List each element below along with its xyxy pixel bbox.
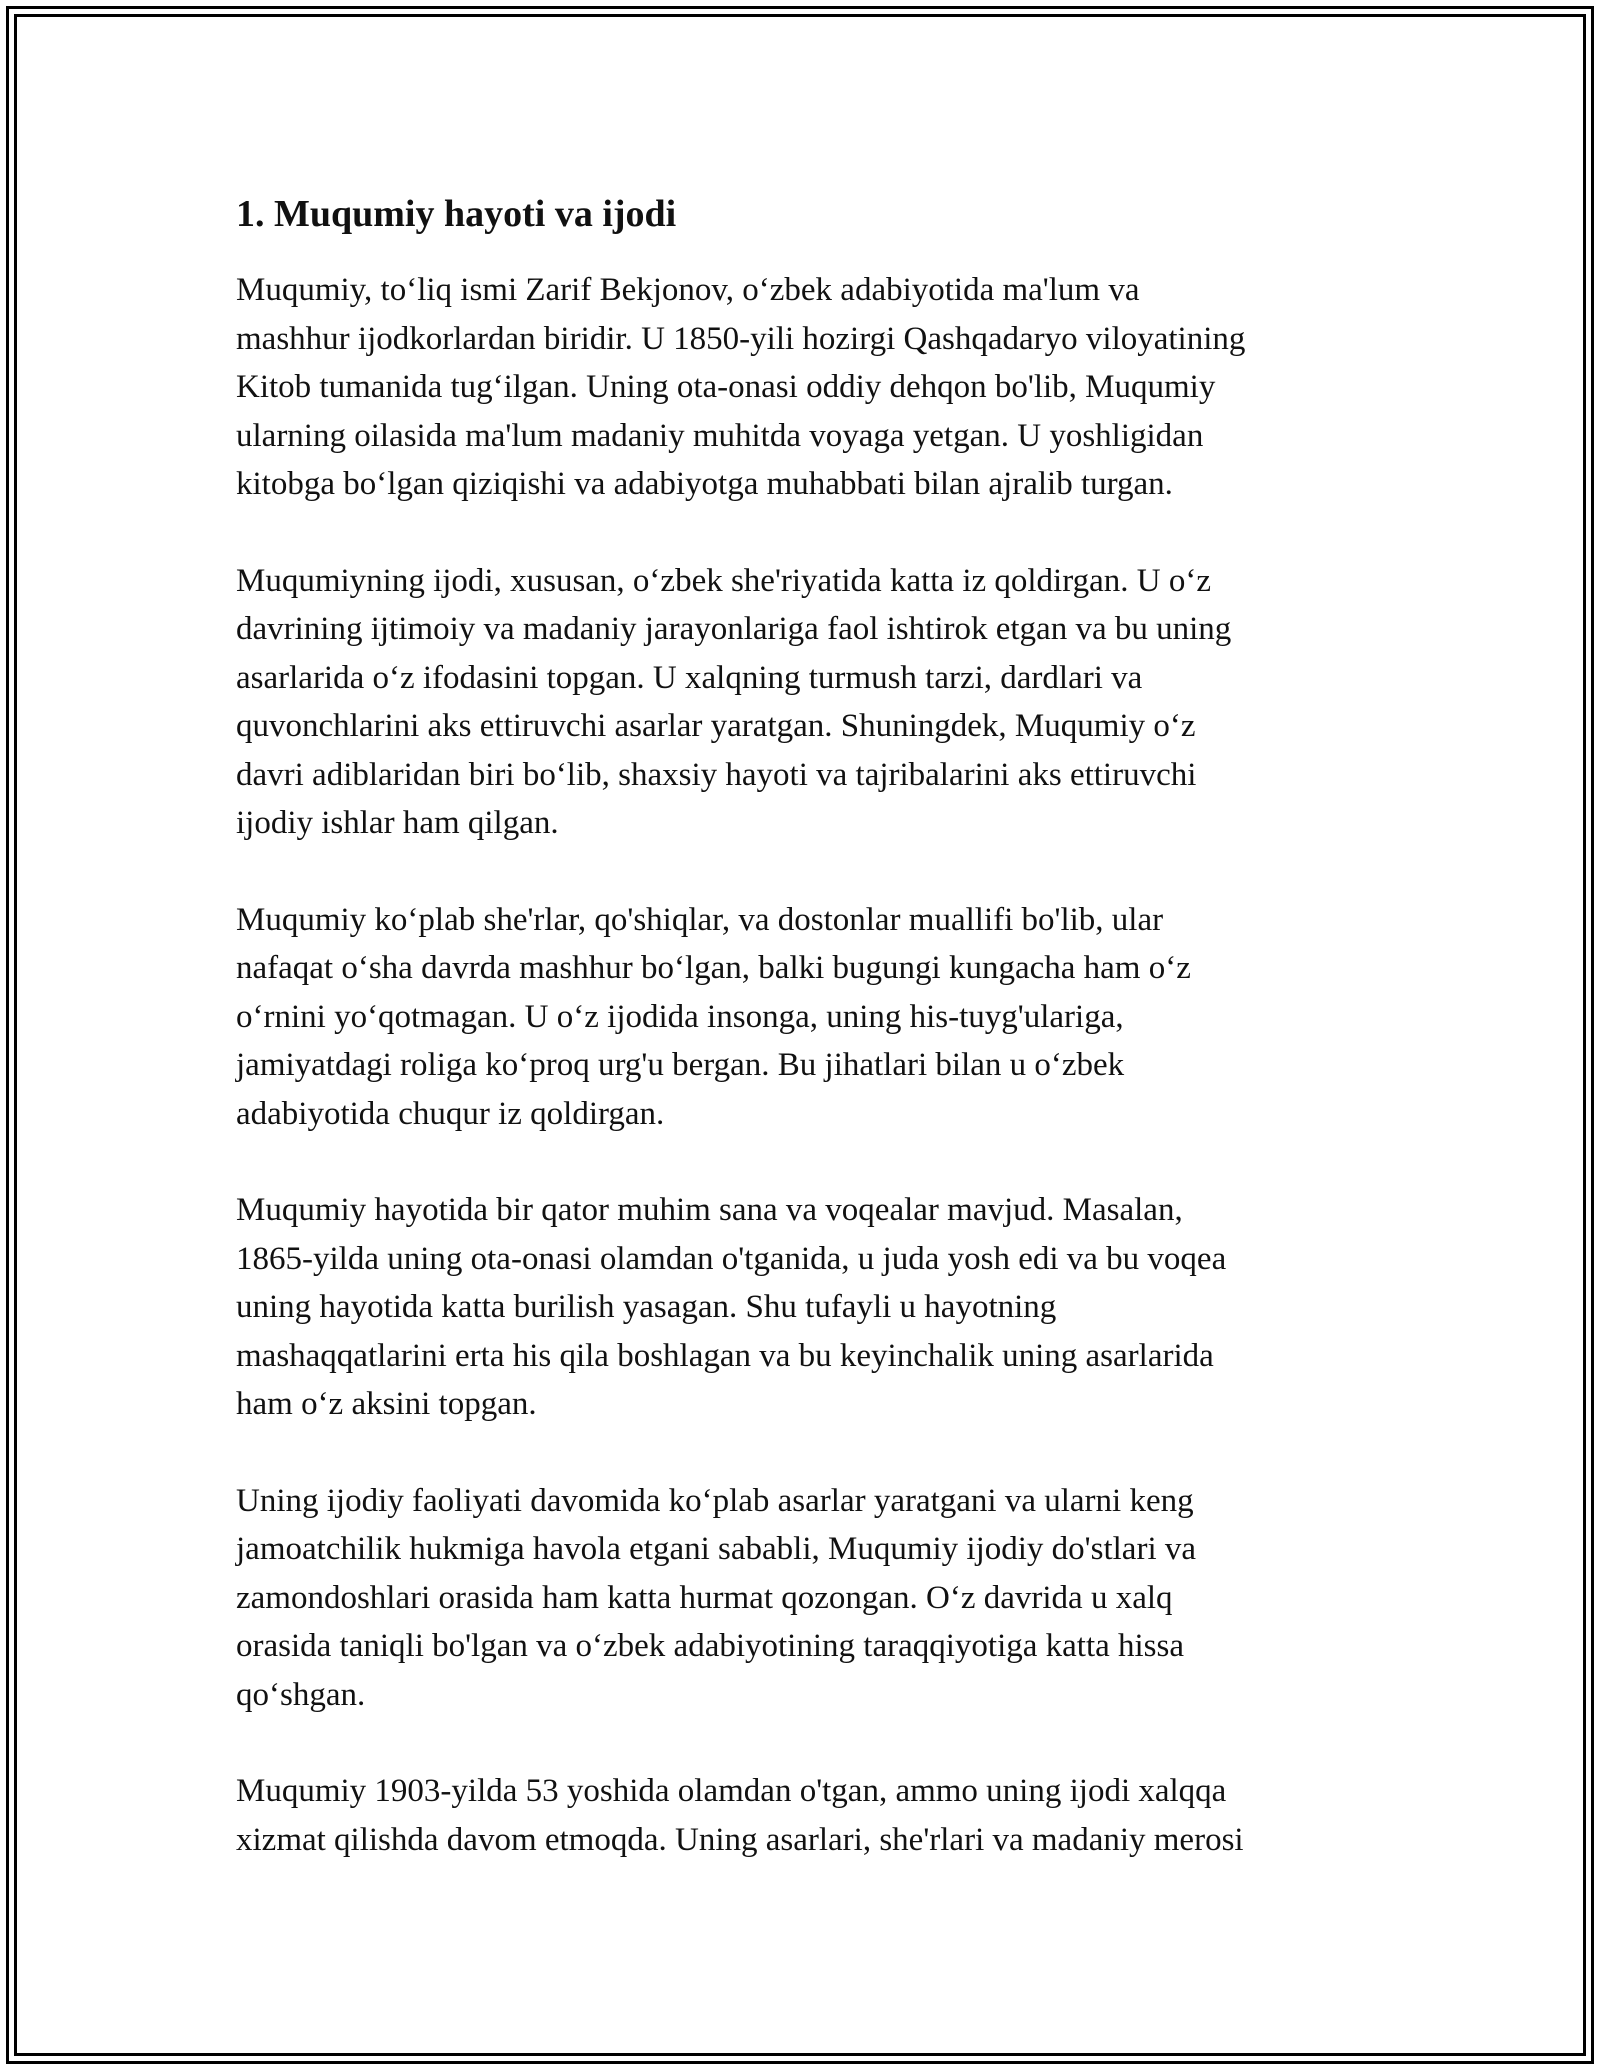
paragraph-2 — [236, 557, 1386, 848]
paragraph-3 — [236, 896, 1386, 1139]
text-line: adabiyotida chuqur iz qoldirgan. — [236, 1095, 665, 1132]
text-line: 1865-yilda uning ota-onasi olamdan o'tganida, u juda yosh edi va bu voqea — [236, 1240, 1227, 1277]
paragraph-1 — [236, 266, 1386, 509]
text-line: davri adiblaridan biri bo‘lib, shaxsiy hayoti va tajribalarini aks ettiruvchi — [236, 756, 1197, 793]
text-line: Muqumiy hayotida bir qator muhim sana va voqealar mavjud. Masalan, — [236, 1192, 1183, 1228]
paragraph-5 — [236, 1477, 1386, 1720]
text-line: jamiyatdagi roliga ko‘proq urg'u bergan. Bu jihatlari bilan u o‘zbek — [236, 1047, 1125, 1083]
text-line: ularning oilasida ma'lum madaniy muhitda voyaga yetgan. U yoshligidan — [236, 417, 1204, 454]
text-line: xizmat qilishda davom etmoqda. Uning asarlari, she'rlari va madaniy merosi — [236, 1821, 1244, 1858]
text-line: Muqumiyning ijodi, xususan, o‘zbek she'riyatida katta iz qoldirgan. U o‘z — [236, 562, 1211, 599]
text-line: Muqumiy, to‘liq ismi Zarif Bekjonov, o‘zbek adabiyotida ma'lum va — [236, 272, 1140, 308]
section-heading: 1. Muqumiy hayoti va ijodi — [236, 193, 677, 235]
text-line: Kitob tumanida tug‘ilgan. Uning ota-onasi oddiy dehqon bo'lib, Muqumiy — [236, 369, 1216, 405]
text-line: ham o‘z aksini topgan. — [236, 1386, 537, 1422]
paragraph-6 — [236, 1767, 1386, 1864]
text-line: davrining ijtimoiy va madaniy jarayonlariga faol ishtirok etgan va bu uning — [236, 611, 1232, 647]
text-line: Muqumiy 1903-yilda 53 yoshida olamdan o'tgan, ammo uning ijodi xalqqa — [236, 1773, 1227, 1809]
text-line: asarlarida o‘z ifodasini topgan. U xalqning turmush tarzi, dardlari va — [236, 659, 1143, 696]
text-line: ijodiy ishlar ham qilgan. — [236, 805, 559, 841]
text-line: quvonchlarini aks ettiruvchi asarlar yaratgan. Shuningdek, Muqumiy o‘z — [236, 708, 1196, 744]
text-line: orasida taniqli bo'lgan va o‘zbek adabiyotining taraqqiyotiga katta hissa — [236, 1628, 1185, 1664]
text-line: Muqumiy ko‘plab she'rlar, qo'shiqlar, va dostonlar muallifi bo'lib, ular — [236, 901, 1164, 938]
document-body — [236, 186, 1386, 1912]
text-line: jamoatchilik hukmiga havola etgani sababli, Muqumiy ijodiy do'stlari va — [236, 1531, 1197, 1567]
text-line: o‘rnini yo‘qotmagan. U o‘z ijodida insonga, uning his-tuyg'ulariga, — [236, 998, 1124, 1035]
text-line: qo‘shgan. — [236, 1676, 366, 1713]
paragraph-4 — [236, 1186, 1386, 1429]
text-line: Uning ijodiy faoliyati davomida ko‘plab asarlar yaratgani va ularni keng — [236, 1482, 1194, 1519]
text-line: uning hayotida katta burilish yasagan. Shu tufayli u hayotning — [236, 1289, 1057, 1325]
text-line: kitobga bo‘lgan qiziqishi va adabiyotga muhabbati bilan ajralib turgan. — [236, 466, 1173, 502]
text-line: zamondoshlari orasida ham katta hurmat qozongan. O‘z davrida u xalq — [236, 1579, 1173, 1616]
text-line: mashhur ijodkorlardan biridir. U 1850-yili hozirgi Qashqadaryo viloyatining — [236, 320, 1246, 357]
text-line: nafaqat o‘sha davrda mashhur bo‘lgan, balki bugungi kungacha ham o‘z — [236, 950, 1191, 986]
text-line: mashaqqatlarini erta his qila boshlagan va bu keyinchalik uning asarlarida — [236, 1337, 1214, 1374]
